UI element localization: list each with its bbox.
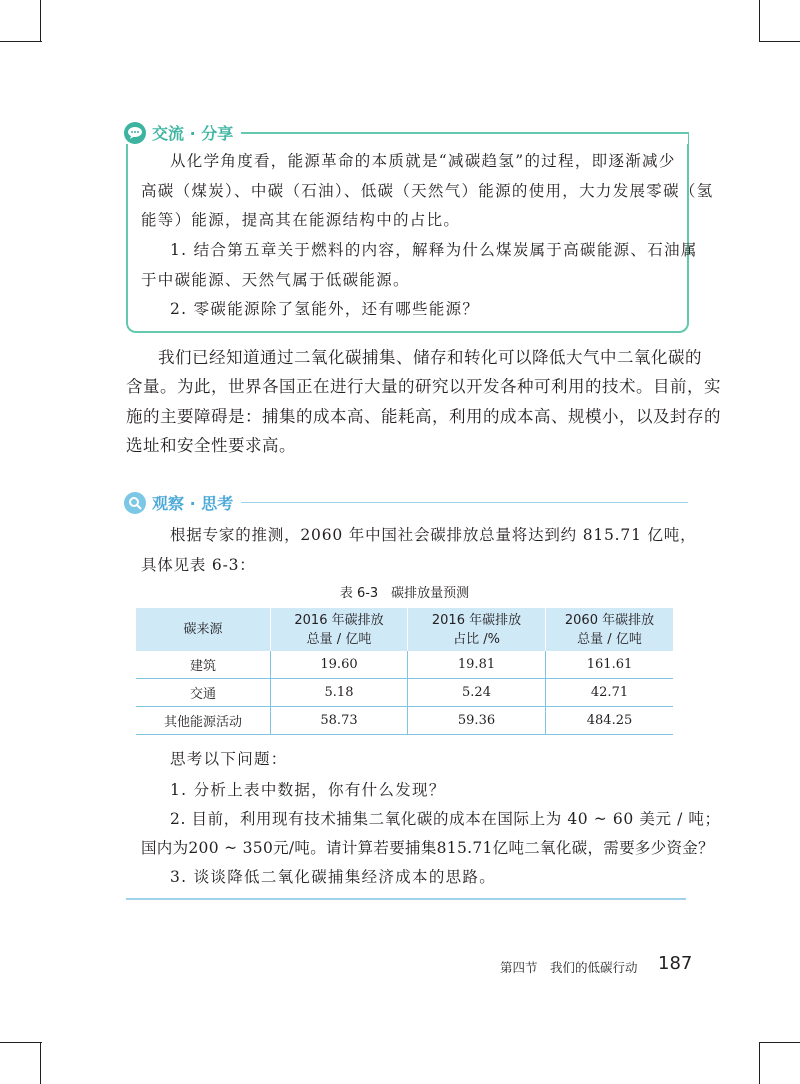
observe-intro-cont	[141, 551, 256, 581]
observe-header	[124, 491, 688, 514]
chat-bubble-icon	[124, 122, 146, 144]
text-line: 我们已经知道通过二氧化碳捕集、储存和转化可以降低大气中二氧化碳的	[158, 348, 702, 367]
table-header-row	[136, 608, 673, 651]
crop-mark	[759, 1042, 800, 1043]
column-header: 2016 年碳排放 总量 / 亿吨	[271, 608, 408, 651]
exchange-question-1	[170, 236, 698, 266]
table-row	[136, 707, 673, 735]
table-caption: 表 6-3 碳排放量预测	[339, 586, 470, 601]
table-cell: 42.71	[546, 679, 674, 707]
exchange-question-2	[170, 295, 479, 325]
observe-title: 观察 · 思考	[152, 494, 234, 513]
table-cell: 484.25	[546, 707, 674, 735]
column-header: 2060 年碳排放 总量 / 亿吨	[546, 608, 674, 651]
crop-mark	[40, 1042, 41, 1084]
magnifier-icon	[124, 492, 146, 514]
column-header: 碳来源	[136, 608, 271, 651]
exchange-header	[124, 121, 688, 144]
exchange-paragraph	[170, 147, 676, 177]
table-cell: 交通	[136, 679, 271, 707]
question-2: 2. 目前，利用现有技术捕集二氧化碳的成本在国际上为 40 ~ 60 美元 / 吨；	[170, 810, 721, 828]
question-3: 3. 谈谈降低二氧化碳捕集经济成本的思路。	[170, 868, 497, 886]
crop-mark	[759, 1042, 760, 1084]
text-line: 1. 结合第五章关于燃料的内容，解释为什么煤炭属于高碳能源、石油属	[170, 241, 698, 259]
text-line: 根据专家的推测，2060 年中国社会碳排放总量将达到约 815.71 亿吨，	[170, 526, 697, 544]
table-cell: 5.24	[408, 679, 546, 707]
crop-mark	[759, 41, 800, 42]
table-cell: 19.60	[271, 651, 408, 679]
question-2-cont: 国内为200 ~ 350元/吨。请计算若要捕集815.71亿吨二氧化碳，需要多少资金？	[141, 839, 714, 857]
table-cell: 161.61	[546, 651, 674, 679]
table-row	[136, 651, 673, 679]
text-line: 选址和安全性要求高。	[126, 435, 296, 455]
crop-mark	[0, 41, 42, 42]
table-cell: 5.18	[271, 679, 408, 707]
exchange-title: 交流 · 分享	[152, 124, 234, 143]
questions-intro: 思考以下问题：	[170, 750, 288, 768]
text-line: 施的主要障碍是：捕集的成本高、能耗高，利用的成本高、规模小，以及封存的	[126, 406, 721, 426]
section-footer: 第四节 我们的低碳行动	[500, 960, 638, 975]
bottom-divider	[126, 898, 686, 900]
text-line: 2. 零碳能源除了氢能外，还有哪些能源？	[170, 300, 480, 318]
text-line: 含量。为此，世界各国正在进行大量的研究以开发各种可利用的技术。目前，实	[126, 377, 721, 397]
exchange-paragraph-cont	[141, 177, 714, 236]
emission-table	[136, 608, 673, 735]
text-line: 具体见表 6-3：	[141, 556, 256, 574]
crop-mark	[40, 0, 41, 42]
table-cell: 59.36	[408, 707, 546, 735]
table-row	[136, 679, 673, 707]
table-cell: 其他能源活动	[136, 707, 271, 735]
text-line: 能等）能源，提高其在能源结构中的占比。	[141, 211, 461, 229]
divider	[241, 502, 688, 504]
text-line: 从化学角度看，能源革命的本质就是“减碳趋氢”的过程，即逐渐减少	[170, 152, 676, 170]
exchange-question-1-cont	[141, 266, 410, 296]
body-paragraph-cont	[126, 372, 721, 460]
divider	[241, 132, 688, 134]
text-line: 高碳（煤炭）、中碳（石油）、低碳（天然气）能源的使用，大力发展零碳（氢	[141, 181, 714, 200]
page-number: 187	[658, 953, 693, 974]
table-cell: 58.73	[271, 707, 408, 735]
text-line: 于中碳能源、天然气属于低碳能源。	[141, 270, 410, 289]
question-1: 1. 分析上表中数据，你有什么发现？	[170, 781, 446, 799]
table-cell: 19.81	[408, 651, 546, 679]
crop-mark	[759, 0, 760, 42]
table-cell: 建筑	[136, 651, 271, 679]
body-paragraph	[158, 343, 702, 372]
observe-intro	[170, 521, 696, 551]
crop-mark	[0, 1042, 42, 1043]
column-header: 2016 年碳排放 占比 /%	[408, 608, 546, 651]
